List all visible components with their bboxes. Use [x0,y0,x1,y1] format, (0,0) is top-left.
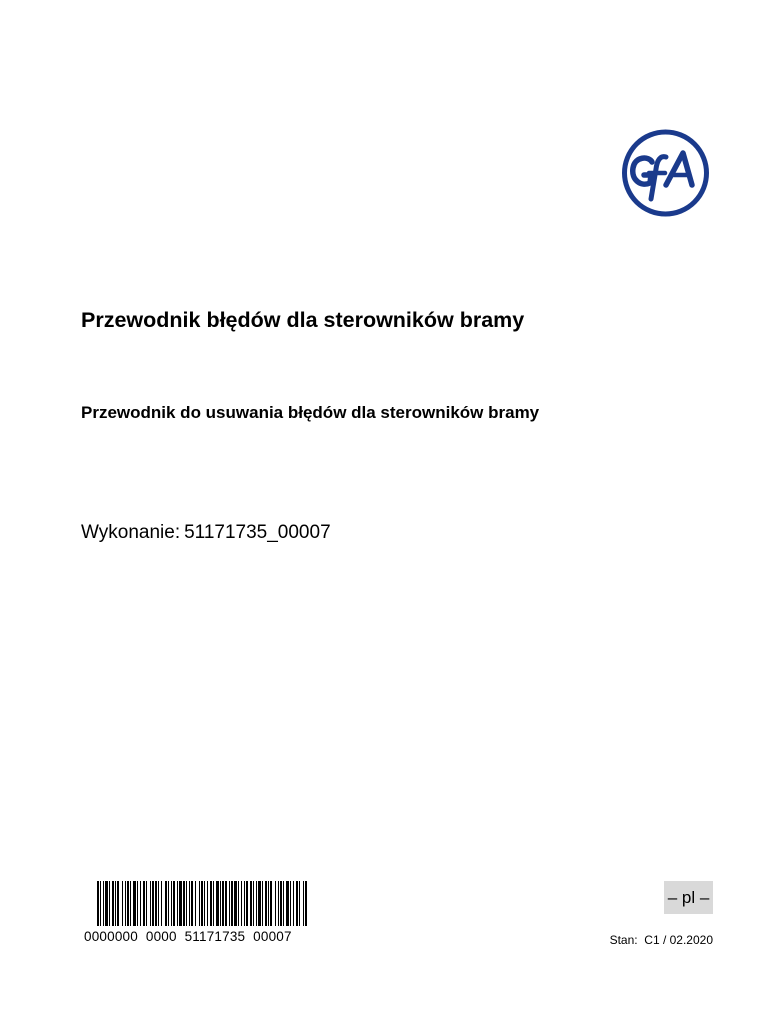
barcode-bar [213,881,214,926]
barcode-bar [137,881,138,926]
barcode-bar [155,881,157,926]
document-subtitle: Przewodnik do usuwania błędów dla sterowników bramy [81,403,540,422]
barcode-bar [150,881,151,926]
document-title: Przewodnik błędów dla sterowników bramy [81,308,525,332]
barcode-bar [234,881,237,926]
barcode-bar [105,881,108,926]
barcode-bar [117,881,119,926]
barcode-bar [161,881,162,926]
barcode-bar [201,881,203,926]
version-line [81,522,331,544]
barcode-bar [244,881,245,926]
barcode-bar [165,881,167,926]
barcode-bar [158,881,159,926]
barcode-bar [229,881,230,926]
barcode-bar [222,881,224,926]
barcode-bar [258,881,261,926]
barcode-bar [191,881,193,926]
barcode-bar [115,881,116,926]
barcode-bar [275,881,276,926]
barcode-bar [268,881,269,926]
barcode-bar [109,881,110,926]
barcode-bar [199,881,200,926]
barcode-bar [122,881,123,926]
status-value: C1 / 02.2020 [644,933,713,947]
barcode-bar [177,881,178,926]
barcode-bar [168,881,169,926]
barcode-bar [100,881,101,926]
barcode-bar [296,881,298,926]
barcode-bar [189,881,190,926]
barcode-bar [241,881,242,926]
barcode-bar [231,881,233,926]
status-line [610,933,713,947]
barcode-bar [246,881,248,926]
barcode-bar [299,881,300,926]
barcode-bar [305,881,307,926]
barcode-bar [278,881,279,926]
version-label: Wykonanie: [81,522,181,543]
barcode-bar [253,881,254,926]
barcode-bar [293,881,294,926]
barcode-bar [256,881,257,926]
barcode-bar [265,881,267,926]
barcode-bar [143,881,145,926]
barcode-bar [133,881,136,926]
barcode-bar [290,881,291,926]
barcode-bar [173,881,175,926]
barcode-bar [210,881,212,926]
status-label: Stan: [609,933,638,947]
barcode-bar [103,881,104,926]
barcode-image [97,881,307,926]
language-badge: – pl – [664,881,713,914]
barcode-bar [97,881,99,926]
barcode-bar [238,881,239,926]
barcode-bar [112,881,114,926]
barcode-bar [183,881,185,926]
barcode-bar [195,881,196,926]
barcode-bar [250,881,252,926]
barcode-number: 0000000 0000 51171735 00007 [84,929,292,944]
barcode-bar [286,881,289,926]
barcode-bar [125,881,126,926]
barcode-bar [283,881,284,926]
barcode-bar [140,881,141,926]
barcode-bar [303,881,304,926]
barcode-bar [127,881,129,926]
barcode-bar [179,881,182,926]
barcode-bar [171,881,172,926]
gfa-logo-icon [619,129,712,217]
barcode-bar [262,881,263,926]
barcode-bar [146,881,147,926]
barcode-bar [225,881,227,926]
barcode-bar [280,881,282,926]
version-value: 51171735_00007 [184,522,331,543]
barcode-bar [186,881,187,926]
barcode-bar [216,881,219,926]
barcode-bar [207,881,208,926]
barcode-bar [130,881,131,926]
barcode-bar [152,881,154,926]
barcode-bar [220,881,221,926]
barcode-bar [270,881,272,926]
barcode-bar [204,881,205,926]
